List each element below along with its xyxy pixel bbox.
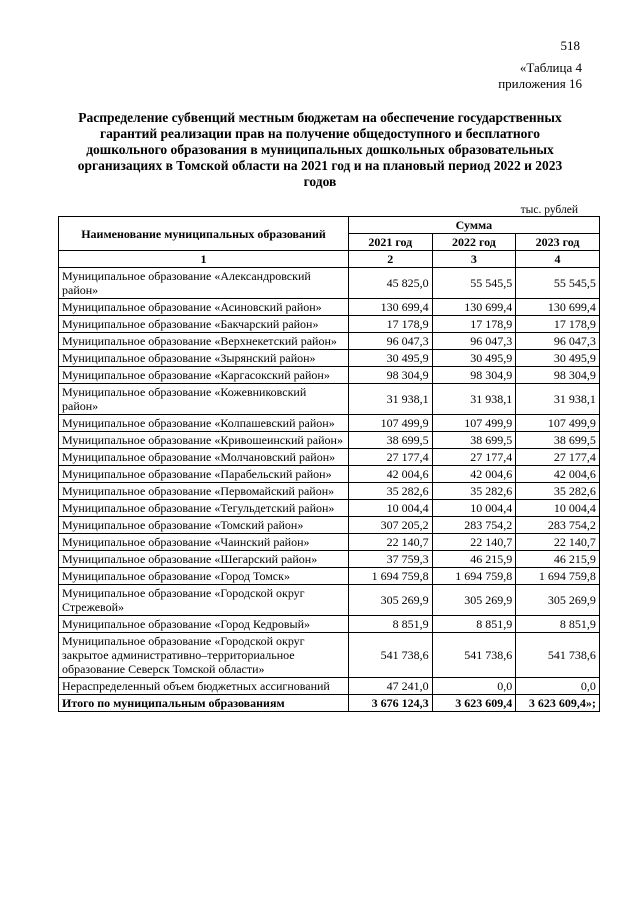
municipality-name: Муниципальное образование «Тегульдетский район» [59, 500, 349, 517]
value-2022: 31 938,1 [432, 384, 516, 415]
table-ref-line2: приложения 16 [498, 76, 582, 91]
table-row [59, 384, 600, 415]
municipality-name: Муниципальное образование «Первомайский район» [59, 483, 349, 500]
value-2022: 46 215,9 [432, 551, 516, 568]
table-reference [498, 60, 582, 92]
municipality-name: Муниципальное образование «Томский район» [59, 517, 349, 534]
value-2022: 17 178,9 [432, 316, 516, 333]
value-2021: 8 851,9 [349, 616, 433, 633]
value-2021: 305 269,9 [349, 585, 433, 616]
table-row [59, 268, 600, 299]
table-row [59, 367, 600, 384]
value-2021: 42 004,6 [349, 466, 433, 483]
table-row [59, 466, 600, 483]
value-2023: 27 177,4 [516, 449, 600, 466]
table-row [59, 449, 600, 466]
table-body [59, 268, 600, 695]
municipality-name: Муниципальное образование «Зырянский район» [59, 350, 349, 367]
value-2022: 22 140,7 [432, 534, 516, 551]
municipality-name: Муниципальное образование «Парабельский район» [59, 466, 349, 483]
table-row [59, 568, 600, 585]
table-row [59, 534, 600, 551]
value-2021: 47 241,0 [349, 678, 433, 695]
value-2022: 107 499,9 [432, 415, 516, 432]
municipality-name: Муниципальное образование «Город Кедровый» [59, 616, 349, 633]
header-year-2021: 2021 год [349, 234, 433, 251]
header-year-2022: 2022 год [432, 234, 516, 251]
value-2021: 35 282,6 [349, 483, 433, 500]
value-2021: 30 495,9 [349, 350, 433, 367]
value-2021: 45 825,0 [349, 268, 433, 299]
value-2021: 27 177,4 [349, 449, 433, 466]
table-row [59, 350, 600, 367]
value-2022: 55 545,5 [432, 268, 516, 299]
value-2023: 8 851,9 [516, 616, 600, 633]
column-index: 1 [59, 251, 349, 268]
table-row [59, 678, 600, 695]
value-2023: 107 499,9 [516, 415, 600, 432]
value-2021: 10 004,4 [349, 500, 433, 517]
table-row [59, 517, 600, 534]
units-label: тыс. рублей [520, 204, 578, 216]
value-2022: 27 177,4 [432, 449, 516, 466]
table-row [59, 432, 600, 449]
value-2023: 42 004,6 [516, 466, 600, 483]
municipality-name: Муниципальное образование «Асиновский район» [59, 299, 349, 316]
value-2023: 10 004,4 [516, 500, 600, 517]
value-2021: 38 699,5 [349, 432, 433, 449]
value-2023: 46 215,9 [516, 551, 600, 568]
value-2023: 38 699,5 [516, 432, 600, 449]
value-2021: 107 499,9 [349, 415, 433, 432]
municipality-name: Муниципальное образование «Городской округ закрытое административно–территориальное образование Северск Томской области» [59, 633, 349, 678]
table-row [59, 483, 600, 500]
value-2023: 0,0 [516, 678, 600, 695]
municipality-name: Муниципальное образование «Город Томск» [59, 568, 349, 585]
value-2021: 17 178,9 [349, 316, 433, 333]
table-row [59, 299, 600, 316]
value-2021: 307 205,2 [349, 517, 433, 534]
subvention-table [58, 216, 600, 712]
value-2022: 98 304,9 [432, 367, 516, 384]
value-2021: 31 938,1 [349, 384, 433, 415]
value-2023: 31 938,1 [516, 384, 600, 415]
municipality-name: Муниципальное образование «Чаинский район» [59, 534, 349, 551]
page-number: 518 [560, 38, 580, 53]
value-2022: 96 047,3 [432, 333, 516, 350]
value-2021: 22 140,7 [349, 534, 433, 551]
value-2023: 55 545,5 [516, 268, 600, 299]
value-2022: 541 738,6 [432, 633, 516, 678]
value-2022: 1 694 759,8 [432, 568, 516, 585]
value-2021: 130 699,4 [349, 299, 433, 316]
table-row [59, 316, 600, 333]
table-row [59, 333, 600, 350]
municipality-name: Муниципальное образование «Бакчарский район» [59, 316, 349, 333]
value-2023: 283 754,2 [516, 517, 600, 534]
header-municipality: Наименование муниципальных образований [59, 217, 349, 251]
value-2023: 35 282,6 [516, 483, 600, 500]
value-2022: 10 004,4 [432, 500, 516, 517]
total-row [59, 695, 600, 712]
value-2023: 541 738,6 [516, 633, 600, 678]
total-2021: 3 676 124,3 [349, 695, 433, 712]
value-2022: 283 754,2 [432, 517, 516, 534]
municipality-name: Муниципальное образование «Колпашевский район» [59, 415, 349, 432]
header-sum: Сумма [349, 217, 600, 234]
value-2022: 42 004,6 [432, 466, 516, 483]
value-2021: 1 694 759,8 [349, 568, 433, 585]
value-2022: 8 851,9 [432, 616, 516, 633]
value-2023: 1 694 759,8 [516, 568, 600, 585]
municipality-name: Муниципальное образование «Городской округ Стрежевой» [59, 585, 349, 616]
value-2023: 130 699,4 [516, 299, 600, 316]
municipality-name: Муниципальное образование «Александровский район» [59, 268, 349, 299]
municipality-name: Муниципальное образование «Шегарский район» [59, 551, 349, 568]
municipality-name: Нераспределенный объем бюджетных ассигнований [59, 678, 349, 695]
value-2021: 37 759,3 [349, 551, 433, 568]
table-ref-line1: «Таблица 4 [519, 60, 582, 75]
table-row [59, 633, 600, 678]
municipality-name: Муниципальное образование «Каргасокский район» [59, 367, 349, 384]
municipality-name: Муниципальное образование «Верхнекетский район» [59, 333, 349, 350]
table-row [59, 551, 600, 568]
total-2022: 3 623 609,4 [432, 695, 516, 712]
value-2021: 96 047,3 [349, 333, 433, 350]
municipality-name: Муниципальное образование «Молчановский район» [59, 449, 349, 466]
value-2023: 22 140,7 [516, 534, 600, 551]
municipality-name: Муниципальное образование «Кривошеинский район» [59, 432, 349, 449]
value-2022: 35 282,6 [432, 483, 516, 500]
column-index-row [59, 251, 600, 268]
value-2022: 38 699,5 [432, 432, 516, 449]
table-row [59, 616, 600, 633]
value-2023: 305 269,9 [516, 585, 600, 616]
value-2021: 541 738,6 [349, 633, 433, 678]
value-2022: 0,0 [432, 678, 516, 695]
table-row [59, 415, 600, 432]
value-2022: 130 699,4 [432, 299, 516, 316]
value-2023: 96 047,3 [516, 333, 600, 350]
total-2023: 3 623 609,4»; [516, 695, 600, 712]
municipality-name: Муниципальное образование «Кожевниковский район» [59, 384, 349, 415]
column-index: 2 [349, 251, 433, 268]
table-row [59, 585, 600, 616]
value-2023: 98 304,9 [516, 367, 600, 384]
value-2022: 30 495,9 [432, 350, 516, 367]
table-row [59, 500, 600, 517]
value-2021: 98 304,9 [349, 367, 433, 384]
document-title: Распределение субвенций местным бюджетам на обеспечение государственных гарантий реализации прав на получение общедоступного и бесплатного дошкольного образования в муниципальных дошкольных образовательных организациях в Томской области на 2021 год и на плановый период 2022 и 2023 годов [77, 110, 563, 189]
value-2022: 305 269,9 [432, 585, 516, 616]
value-2023: 17 178,9 [516, 316, 600, 333]
total-label: Итого по муниципальным образованиям [59, 695, 349, 712]
header-year-2023: 2023 год [516, 234, 600, 251]
column-index: 3 [432, 251, 516, 268]
value-2023: 30 495,9 [516, 350, 600, 367]
column-index: 4 [516, 251, 600, 268]
